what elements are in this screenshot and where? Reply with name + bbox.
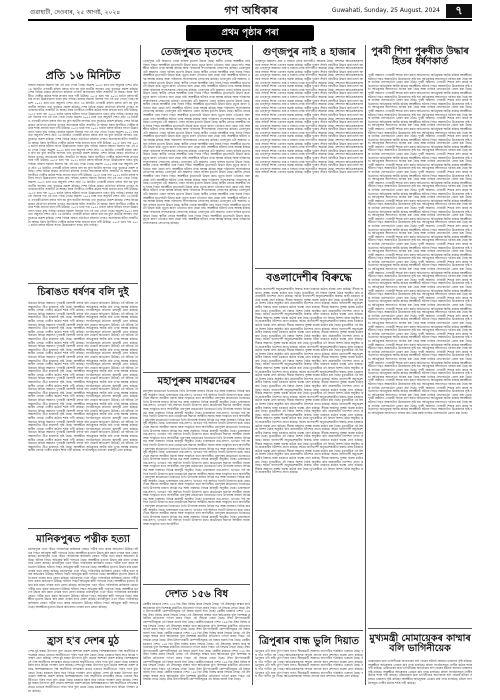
article-body-manikpur: মানিকপুৰৰ এখন গাঁৱত পাৰিবাৰিক কাজিয়াৰ জেৰত পত্নীক হত্যা কৰাৰ অভিযোগ উঠিছে। ঘটনাৰ পিছত অভিযুক্ত স্বামী পলাতক হৈছে। আৰক্ষীয়ে মৃতদেহ উদ্ধাৰ কৰি ময়না তদন্তৰ বাবে প্ৰেৰণ কৰিছে। মানিকপুৰৰ এখন গাঁৱত পাৰিবাৰিক কাজিয়াৰ জেৰত পত্নীক হত্যা কৰাৰ অভিযোগ উঠিছে। ঘটনাৰ পিছত অভিযুক্ত স্বামী পলাতক হৈছে। আৰক্ষীয়ে মৃতদেহ উদ্ধাৰ কৰি ময়না তদন্তৰ বাবে প্ৰেৰণ কৰিছে। মানিকপুৰৰ এখন গাঁৱত পাৰিবাৰিক কাজিয়াৰ জেৰত পত্নীক হত্যা কৰাৰ অভিযোগ উঠিছে। ঘটনাৰ পিছত অভিযুক্ত স্বামী পলাতক হৈছে। আৰক্ষীয়ে মৃতদেহ উদ্ধাৰ কৰি ময়না তদন্তৰ বাবে প্ৰেৰণ কৰিছে। মানিকপুৰৰ এখন গাঁৱত পাৰিবাৰিক কাজিয়াৰ জেৰত পত্নীক হত্যা কৰাৰ অভিযোগ উঠিছে। ঘটনাৰ পিছত অভিযুক্ত স্বামী পলাতক হৈছে। আৰক্ষীয়ে মৃতদেহ উদ্ধাৰ কৰি ময়না তদন্তৰ বাবে প্ৰেৰণ কৰিছে। মানিকপুৰৰ এখন গাঁৱত পাৰিবাৰিক কাজিয়াৰ জেৰত পত্নীক হত্যা কৰাৰ অভিযোগ উঠিছে। ঘটনাৰ পিছত অভিযুক্ত স্বামী পলাতক হৈছে। আৰক্ষীয়ে মৃতদেহ উদ্ধাৰ কৰি ময়না তদন্তৰ বাবে প্ৰেৰণ কৰিছে। মানিকপুৰৰ এখন গাঁৱত পাৰিবাৰিক কাজিয়াৰ জেৰত পত্নীক হত্যা কৰাৰ অভিযোগ উঠিছে। ঘটনাৰ পিছত অভিযুক্ত স্বামী পলাতক হৈছে। আৰক্ষীয়ে মৃতদেহ উদ্ধাৰ কৰি ময়না তদন্তৰ বাবে প্ৰেৰণ কৰিছে। মানিকপুৰৰ এখন গাঁৱত পাৰিবাৰিক কাজিয়াৰ জেৰত পত্নীক হত্যা কৰাৰ অভিযোগ উঠিছে। ঘটনাৰ পিছত অভিযুক্ত স্বামী পলাতক হৈছে। আৰক্ষীয়ে মৃতদেহ উদ্ধাৰ কৰি ময়না তদন্তৰ বাবে প্ৰেৰণ কৰিছে। মানিকপুৰৰ এখন গাঁৱত পাৰিবাৰিক কাজিয়াৰ জেৰত পত্নীক হত্যা কৰাৰ অভিযোগ উঠিছে। ঘটনাৰ পিছত অভিযুক্ত স্বামী পলাতক হৈছে। আৰক্ষীয়ে মৃতদেহ উদ্ধাৰ কৰি ময়না তদন্তৰ বাবে প্ৰেৰণ কৰিছে। <box>28 547 138 609</box>
article-body-tripura: ত্ৰিপুৰাৰ এটা বান্ধ খুলি দিয়াৰ ফলত সীমান্তৱৰ্তী অঞ্চলত বানপানীৰ পৰিস্থিতি গুৰুতৰ হৈছে। বহু গাঁও পানীত বুৰ গৈছে। ক্ষতিগ্ৰস্তসকলক সাহায্য প্ৰদানৰ বাবে প্ৰশাসনে ব্যৱস্থা গ্ৰহণ কৰিছে। ত্ৰিপুৰাৰ এটা বান্ধ খুলি দিয়াৰ ফলত সীমান্তৱৰ্তী অঞ্চলত বানপানীৰ পৰিস্থিতি গুৰুতৰ হৈছে। বহু গাঁও পানীত বুৰ গৈছে। ক্ষতিগ্ৰস্তসকলক সাহায্য প্ৰদানৰ বাবে প্ৰশাসনে ব্যৱস্থা গ্ৰহণ কৰিছে। ত্ৰিপুৰাৰ এটা বান্ধ খুলি দিয়াৰ ফলত সীমান্তৱৰ্তী অঞ্চলত বানপানীৰ পৰিস্থিতি গুৰুতৰ হৈছে। বহু গাঁও পানীত বুৰ গৈছে। ক্ষতিগ্ৰস্তসকলক সাহায্য প্ৰদানৰ বাবে প্ৰশাসনে ব্যৱস্থা গ্ৰহণ কৰিছে। ত্ৰিপুৰাৰ এটা বান্ধ খুলি দিয়াৰ ফলত সীমান্তৱৰ্তী অঞ্চলত বানপানীৰ পৰিস্থিতি গুৰুতৰ হৈছে। বহু গাঁও পানীত বুৰ গৈছে। ক্ষতিগ্ৰস্তসকলক সাহায্য প্ৰদানৰ বাবে প্ৰশাসনে ব্যৱস্থা গ্ৰহণ কৰিছে। <box>255 649 363 679</box>
header-date-assamese: গুৱাহাটী, দেওবাৰ, ২৫ আগষ্ট, ২০২৪ <box>30 9 121 16</box>
article-body-mukhyamantri: মোমায়েকৰ দ্বাৰা ভাগিনীয়েক অত্যাচাৰৰ বলি হোৱাৰ ঘটনাই সমাজত চাঞ্চল্যৰ সৃষ্টি কৰিছে। আৰক্ষীয়ে অভিযুক্তক গ্ৰেপ্তাৰ কৰি তদন্ত চলাইছে। মহিলা সংগঠনসমূহে দোষীৰ কঠোৰ শাস্তি দাবী কৰিছে। মোমায়েকৰ দ্বাৰা ভাগিনীয়েক অত্যাচাৰৰ বলি হোৱাৰ ঘটনাই সমাজত চাঞ্চল্যৰ সৃষ্টি কৰিছে। আৰক্ষীয়ে অভিযুক্তক গ্ৰেপ্তাৰ কৰি তদন্ত চলাইছে। মহিলা সংগঠনসমূহে দোষীৰ কঠোৰ শাস্তি দাবী কৰিছে। মোমায়েকৰ দ্বাৰা ভাগিনীয়েক অত্যাচাৰৰ বলি হোৱাৰ ঘটনাই সমাজত চাঞ্চল্যৰ সৃষ্টি কৰিছে। আৰক্ষীয়ে অভিযুক্তক গ্ৰেপ্তাৰ কৰি তদন্ত চলাইছে। মহিলা সংগঠনসমূহে দোষীৰ কঠোৰ শাস্তি দাবী কৰিছে। <box>368 659 472 685</box>
article-body-bangladesh: অবৈধ বাংলাদেশী অনুপ্ৰৱেশকাৰীৰ বিৰুদ্ধে ৰাজ্য চৰকাৰে কঠোৰ ব্যৱস্থা গ্ৰহণ কৰিছে। সীমান্ত অঞ্চলত সুৰক্ষা ব্যৱস্থা কঠোৰ কৰা হৈছে। মুখ্যমন্ত্ৰীয়ে এই বিষয়ে বিশেষ বৈঠক অনুষ্ঠিত কৰি প্ৰয়োজনীয় নিৰ্দেশনা প্ৰদান কৰিছে। অবৈধ বাংলাদেশী অনুপ্ৰৱেশকাৰীৰ বিৰুদ্ধে ৰাজ্য চৰকাৰে কঠোৰ ব্যৱস্থা গ্ৰহণ কৰিছে। সীমান্ত অঞ্চলত সুৰক্ষা ব্যৱস্থা কঠোৰ কৰা হৈছে। মুখ্যমন্ত্ৰীয়ে এই বিষয়ে বিশেষ বৈঠক অনুষ্ঠিত কৰি প্ৰয়োজনীয় নিৰ্দেশনা প্ৰদান কৰিছে। অবৈধ বাংলাদেশী অনুপ্ৰৱেশকাৰীৰ বিৰুদ্ধে ৰাজ্য চৰকাৰে কঠোৰ ব্যৱস্থা গ্ৰহণ কৰিছে। সীমান্ত অঞ্চলত সুৰক্ষা ব্যৱস্থা কঠোৰ কৰা হৈছে। মুখ্যমন্ত্ৰীয়ে এই বিষয়ে বিশেষ বৈঠক অনুষ্ঠিত কৰি প্ৰয়োজনীয় নিৰ্দেশনা প্ৰদান কৰিছে। অবৈধ বাংলাদেশী অনুপ্ৰৱেশকাৰীৰ বিৰুদ্ধে ৰাজ্য চৰকাৰে কঠোৰ ব্যৱস্থা গ্ৰহণ কৰিছে। সীমান্ত অঞ্চলত সুৰক্ষা ব্যৱস্থা কঠোৰ কৰা হৈছে। মুখ্যমন্ত্ৰীয়ে এই বিষয়ে বিশেষ বৈঠক অনুষ্ঠিত কৰি প্ৰয়োজনীয় নিৰ্দেশনা প্ৰদান কৰিছে। অবৈধ বাংলাদেশী অনুপ্ৰৱেশকাৰীৰ বিৰুদ্ধে ৰাজ্য চৰকাৰে কঠোৰ ব্যৱস্থা গ্ৰহণ কৰিছে। সীমান্ত অঞ্চলত সুৰক্ষা ব্যৱস্থা কঠোৰ কৰা হৈছে। মুখ্যমন্ত্ৰীয়ে এই বিষয়ে বিশেষ বৈঠক অনুষ্ঠিত কৰি প্ৰয়োজনীয় নিৰ্দেশনা প্ৰদান কৰিছে। অবৈধ বাংলাদেশী অনুপ্ৰৱেশকাৰীৰ বিৰুদ্ধে ৰাজ্য চৰকাৰে কঠোৰ ব্যৱস্থা গ্ৰহণ কৰিছে। সীমান্ত অঞ্চলত সুৰক্ষা ব্যৱস্থা কঠোৰ কৰা হৈছে। মুখ্যমন্ত্ৰীয়ে এই বিষয়ে বিশেষ বৈঠক অনুষ্ঠিত কৰি প্ৰয়োজনীয় নিৰ্দেশনা প্ৰদান কৰিছে। অবৈধ বাংলাদেশী অনুপ্ৰৱেশকাৰীৰ বিৰুদ্ধে ৰাজ্য চৰকাৰে কঠোৰ ব্যৱস্থা গ্ৰহণ কৰিছে। সীমান্ত অঞ্চলত সুৰক্ষা ব্যৱস্থা কঠোৰ কৰা হৈছে। মুখ্যমন্ত্ৰীয়ে এই বিষয়ে বিশেষ বৈঠক অনুষ্ঠিত কৰি প্ৰয়োজনীয় নিৰ্দেশনা প্ৰদান কৰিছে। অবৈধ বাংলাদেশী অনুপ্ৰৱেশকাৰীৰ বিৰুদ্ধে ৰাজ্য চৰকাৰে কঠোৰ ব্যৱস্থা গ্ৰহণ কৰিছে। সীমান্ত অঞ্চলত সুৰক্ষা ব্যৱস্থা কঠোৰ কৰা হৈছে। মুখ্যমন্ত্ৰীয়ে এই বিষয়ে বিশেষ বৈঠক অনুষ্ঠিত কৰি প্ৰয়োজনীয় নিৰ্দেশনা প্ৰদান কৰিছে। অবৈধ বাংলাদেশী অনুপ্ৰৱেশকাৰীৰ বিৰুদ্ধে ৰাজ্য চৰকাৰে কঠোৰ ব্যৱস্থা গ্ৰহণ কৰিছে। সীমান্ত অঞ্চলত সুৰক্ষা ব্যৱস্থা কঠোৰ কৰা হৈছে। মুখ্যমন্ত্ৰীয়ে এই বিষয়ে বিশেষ বৈঠক অনুষ্ঠিত কৰি প্ৰয়োজনীয় নিৰ্দেশনা প্ৰদান কৰিছে। অবৈধ বাংলাদেশী অনুপ্ৰৱেশকাৰীৰ বিৰুদ্ধে ৰাজ্য চৰকাৰে কঠোৰ ব্যৱস্থা গ্ৰহণ কৰিছে। সীমান্ত অঞ্চলত সুৰক্ষা ব্যৱস্থা কঠোৰ কৰা হৈছে। মুখ্যমন্ত্ৰীয়ে এই বিষয়ে বিশেষ বৈঠক অনুষ্ঠিত কৰি প্ৰয়োজনীয় নিৰ্দেশনা প্ৰদান কৰিছে। অবৈধ বাংলাদেশী অনুপ্ৰৱেশকাৰীৰ বিৰুদ্ধে ৰাজ্য চৰকাৰে কঠোৰ ব্যৱস্থা গ্ৰহণ কৰিছে। সীমান্ত অঞ্চলত সুৰক্ষা ব্যৱস্থা কঠোৰ কৰা হৈছে। মুখ্যমন্ত্ৰীয়ে এই বিষয়ে বিশেষ বৈঠক অনুষ্ঠিত কৰি প্ৰয়োজনীয় নিৰ্দেশনা প্ৰদান কৰিছে। অবৈধ বাংলাদেশী অনুপ্ৰৱেশকাৰীৰ বিৰুদ্ধে ৰাজ্য চৰকাৰে কঠোৰ ব্যৱস্থা গ্ৰহণ কৰিছে। সীমান্ত অঞ্চলত সুৰক্ষা ব্যৱস্থা কঠোৰ কৰা হৈছে। মুখ্যমন্ত্ৰীয়ে এই বিষয়ে বিশেষ বৈঠক অনুষ্ঠিত কৰি প্ৰয়োজনীয় নিৰ্দেশনা প্ৰদান কৰিছে। অবৈধ বাংলাদেশী অনুপ্ৰৱেশকাৰীৰ বিৰুদ্ধে ৰাজ্য চৰকাৰে কঠোৰ ব্যৱস্থা গ্ৰহণ কৰিছে। সীমান্ত অঞ্চলত সুৰক্ষা ব্যৱস্থা কঠোৰ কৰা হৈছে। মুখ্যমন্ত্ৰীয়ে এই বিষয়ে বিশেষ বৈঠক অনুষ্ঠিত কৰি প্ৰয়োজনীয় নিৰ্দেশনা প্ৰদান কৰিছে। অবৈধ বাংলাদেশী অনুপ্ৰৱেশকাৰীৰ বিৰুদ্ধে ৰাজ্য চৰকাৰে কঠোৰ ব্যৱস্থা গ্ৰহণ কৰিছে। সীমান্ত অঞ্চলত সুৰক্ষা ব্যৱস্থা কঠোৰ কৰা হৈছে। মুখ্যমন্ত্ৰীয়ে এই বিষয়ে বিশেষ বৈঠক অনুষ্ঠিত কৰি প্ৰয়োজনীয় নিৰ্দেশনা প্ৰদান কৰিছে। অবৈধ বাংলাদেশী অনুপ্ৰৱেশকাৰীৰ বিৰুদ্ধে ৰাজ্য চৰকাৰে কঠোৰ ব্যৱস্থা গ্ৰহণ কৰিছে। সীমান্ত অঞ্চলত সুৰক্ষা ব্যৱস্থা কঠোৰ কৰা হৈছে। মুখ্যমন্ত্ৰীয়ে এই বিষয়ে বিশেষ বৈঠক অনুষ্ঠিত কৰি প্ৰয়োজনীয় নিৰ্দেশনা প্ৰদান কৰিছে। অবৈধ বাংলাদেশী অনুপ্ৰৱেশকাৰীৰ বিৰুদ্ধে ৰাজ্য চৰকাৰে কঠোৰ ব্যৱস্থা গ্ৰহণ কৰিছে। সীমান্ত অঞ্চলত সুৰক্ষা ব্যৱস্থা কঠোৰ কৰা হৈছে। মুখ্যমন্ত্ৰীয়ে এই বিষয়ে বিশেষ বৈঠক অনুষ্ঠিত কৰি প্ৰয়োজনীয় নিৰ্দেশনা প্ৰদান কৰিছে। অবৈধ বাংলাদেশী অনুপ্ৰৱেশকাৰীৰ বিৰুদ্ধে ৰাজ্য চৰকাৰে কঠোৰ ব্যৱস্থা গ্ৰহণ কৰিছে। সীমান্ত অঞ্চলত সুৰক্ষা ব্যৱস্থা কঠোৰ কৰা হৈছে। মুখ্যমন্ত্ৰীয়ে এই বিষয়ে বিশেষ বৈঠক অনুষ্ঠিত কৰি প্ৰয়োজনীয় নিৰ্দেশনা প্ৰদান কৰিছে। অবৈধ বাংলাদেশী অনুপ্ৰৱেশকাৰীৰ বিৰুদ্ধে ৰাজ্য চৰকাৰে কঠোৰ ব্যৱস্থা গ্ৰহণ কৰিছে। সীমান্ত অঞ্চলত সুৰক্ষা ব্যৱস্থা কঠোৰ কৰা হৈছে। মুখ্যমন্ত্ৰীয়ে এই বিষয়ে বিশেষ বৈঠক অনুষ্ঠিত কৰি প্ৰয়োজনীয় নিৰ্দেশনা প্ৰদান কৰিছে। অবৈধ বাংলাদেশী অনুপ্ৰৱেশকাৰীৰ বিৰুদ্ধে ৰাজ্য চৰকাৰে কঠোৰ ব্যৱস্থা গ্ৰহণ কৰিছে। সীমান্ত অঞ্চলত সুৰক্ষা ব্যৱস্থা কঠোৰ কৰা হৈছে। মুখ্যমন্ত্ৰীয়ে এই বিষয়ে বিশেষ বৈঠক অনুষ্ঠিত কৰি প্ৰয়োজনীয় নিৰ্দেশনা প্ৰদান কৰিছে। অবৈধ বাংলাদেশী অনুপ্ৰৱেশকাৰীৰ বিৰুদ্ধে ৰাজ্য চৰকাৰে কঠোৰ ব্যৱস্থা গ্ৰহণ কৰিছে। সীমান্ত অঞ্চলত সুৰক্ষা ব্যৱস্থা কঠোৰ কৰা হৈছে। মুখ্যমন্ত্ৰীয়ে এই বিষয়ে বিশেষ বৈঠক অনুষ্ঠিত কৰি প্ৰয়োজনীয় নিৰ্দেশনা প্ৰদান কৰিছে। অবৈধ বাংলাদেশী অনুপ্ৰৱেশকাৰীৰ বিৰুদ্ধে ৰাজ্য চৰকাৰে কঠোৰ ব্যৱস্থা গ্ৰহণ কৰিছে। সীমান্ত অঞ্চলত সুৰক্ষা ব্যৱস্থা কঠোৰ কৰা হৈছে। মুখ্যমন্ত্ৰীয়ে এই বিষয়ে বিশেষ বৈঠক অনুষ্ঠিত কৰি প্ৰয়োজনীয় নিৰ্দেশনা প্ৰদান কৰিছে। অবৈধ বাংলাদেশী অনুপ্ৰৱেশকাৰীৰ বিৰুদ্ধে ৰাজ্য চৰকাৰে কঠোৰ ব্যৱস্থা গ্ৰহণ কৰিছে। সীমান্ত অঞ্চলত সুৰক্ষা ব্যৱস্থা কঠোৰ কৰা হৈছে। মুখ্যমন্ত্ৰীয়ে এই বিষয়ে বিশেষ বৈঠক অনুষ্ঠিত কৰি প্ৰয়োজনীয় নিৰ্দেশনা প্ৰদান কৰিছে। <box>255 287 363 475</box>
article-divider <box>28 283 138 284</box>
article-divider <box>255 268 363 269</box>
article-divider <box>143 584 250 585</box>
headline-purbati: পুৰবী শিশা পুৰুষীত উদ্ধাৰ হিতৰ ধৰ্ষণকাৰ্ত <box>371 46 469 68</box>
header-date-english: Guwahati, Sunday, 25 August, 2024 <box>331 7 440 14</box>
article-body-chirang: চিৰাঙৰ বিভিন্ন অঞ্চলত দুগৰাকী কিশোৰী ধৰ্ষণৰ বলি হোৱাৰ অভিযোগ উঠিছে। এই ঘটনাক লৈ অঞ্চলটোত তীব্ৰ চাঞ্চল্যৰ সৃষ্টি হৈছে। আৰক্ষীয়ে অভিযুক্তক আটক কৰি তদন্ত আৰম্ভ কৰিছে। স্থানীয় লোকে দোষীৰ কঠোৰ শাস্তি দাবী কৰিছে। সংগঠনসমূহে প্ৰতিবাদ কাৰ্যসূচী গ্ৰহণ কৰিছে। চিৰাঙৰ বিভিন্ন অঞ্চলত দুগৰাকী কিশোৰী ধৰ্ষণৰ বলি হোৱাৰ অভিযোগ উঠিছে। এই ঘটনাক লৈ অঞ্চলটোত তীব্ৰ চাঞ্চল্যৰ সৃষ্টি হৈছে। আৰক্ষীয়ে অভিযুক্তক আটক কৰি তদন্ত আৰম্ভ কৰিছে। স্থানীয় লোকে দোষীৰ কঠোৰ শাস্তি দাবী কৰিছে। সংগঠনসমূহে প্ৰতিবাদ কাৰ্যসূচী গ্ৰহণ কৰিছে। চিৰাঙৰ বিভিন্ন অঞ্চলত দুগৰাকী কিশোৰী ধৰ্ষণৰ বলি হোৱাৰ অভিযোগ উঠিছে। এই ঘটনাক লৈ অঞ্চলটোত তীব্ৰ চাঞ্চল্যৰ সৃষ্টি হৈছে। আৰক্ষীয়ে অভিযুক্তক আটক কৰি তদন্ত আৰম্ভ কৰিছে। স্থানীয় লোকে দোষীৰ কঠোৰ শাস্তি দাবী কৰিছে। সংগঠনসমূহে প্ৰতিবাদ কাৰ্যসূচী গ্ৰহণ কৰিছে। চিৰাঙৰ বিভিন্ন অঞ্চলত দুগৰাকী কিশোৰী ধৰ্ষণৰ বলি হোৱাৰ অভিযোগ উঠিছে। এই ঘটনাক লৈ অঞ্চলটোত তীব্ৰ চাঞ্চল্যৰ সৃষ্টি হৈছে। আৰক্ষীয়ে অভিযুক্তক আটক কৰি তদন্ত আৰম্ভ কৰিছে। স্থানীয় লোকে দোষীৰ কঠোৰ শাস্তি দাবী কৰিছে। সংগঠনসমূহে প্ৰতিবাদ কাৰ্যসূচী গ্ৰহণ কৰিছে। চিৰাঙৰ বিভিন্ন অঞ্চলত দুগৰাকী কিশোৰী ধৰ্ষণৰ বলি হোৱাৰ অভিযোগ উঠিছে। এই ঘটনাক লৈ অঞ্চলটোত তীব্ৰ চাঞ্চল্যৰ সৃষ্টি হৈছে। আৰক্ষীয়ে অভিযুক্তক আটক কৰি তদন্ত আৰম্ভ কৰিছে। স্থানীয় লোকে দোষীৰ কঠোৰ শাস্তি দাবী কৰিছে। সংগঠনসমূহে প্ৰতিবাদ কাৰ্যসূচী গ্ৰহণ কৰিছে। চিৰাঙৰ বিভিন্ন অঞ্চলত দুগৰাকী কিশোৰী ধৰ্ষণৰ বলি হোৱাৰ অভিযোগ উঠিছে। এই ঘটনাক লৈ অঞ্চলটোত তীব্ৰ চাঞ্চল্যৰ সৃষ্টি হৈছে। আৰক্ষীয়ে অভিযুক্তক আটক কৰি তদন্ত আৰম্ভ কৰিছে। স্থানীয় লোকে দোষীৰ কঠোৰ শাস্তি দাবী কৰিছে। সংগঠনসমূহে প্ৰতিবাদ কাৰ্যসূচী গ্ৰহণ কৰিছে। চিৰাঙৰ বিভিন্ন অঞ্চলত দুগৰাকী কিশোৰী ধৰ্ষণৰ বলি হোৱাৰ অভিযোগ উঠিছে। এই ঘটনাক লৈ অঞ্চলটোত তীব্ৰ চাঞ্চল্যৰ সৃষ্টি হৈছে। আৰক্ষীয়ে অভিযুক্তক আটক কৰি তদন্ত আৰম্ভ কৰিছে। স্থানীয় লোকে দোষীৰ কঠোৰ শাস্তি দাবী কৰিছে। সংগঠনসমূহে প্ৰতিবাদ কাৰ্যসূচী গ্ৰহণ কৰিছে। চিৰাঙৰ বিভিন্ন অঞ্চলত দুগৰাকী কিশোৰী ধৰ্ষণৰ বলি হোৱাৰ অভিযোগ উঠিছে। এই ঘটনাক লৈ অঞ্চলটোত তীব্ৰ চাঞ্চল্যৰ সৃষ্টি হৈছে। আৰক্ষীয়ে অভিযুক্তক আটক কৰি তদন্ত আৰম্ভ কৰিছে। স্থানীয় লোকে দোষীৰ কঠোৰ শাস্তি দাবী কৰিছে। সংগঠনসমূহে প্ৰতিবাদ কাৰ্যসূচী গ্ৰহণ কৰিছে। চিৰাঙৰ বিভিন্ন অঞ্চলত দুগৰাকী কিশোৰী ধৰ্ষণৰ বলি হোৱাৰ অভিযোগ উঠিছে। এই ঘটনাক লৈ অঞ্চলটোত তীব্ৰ চাঞ্চল্যৰ সৃষ্টি হৈছে। আৰক্ষীয়ে অভিযুক্তক আটক কৰি তদন্ত আৰম্ভ কৰিছে। স্থানীয় লোকে দোষীৰ কঠোৰ শাস্তি দাবী কৰিছে। সংগঠনসমূহে প্ৰতিবাদ কাৰ্যসূচী গ্ৰহণ কৰিছে। চিৰাঙৰ বিভিন্ন অঞ্চলত দুগৰাকী কিশোৰী ধৰ্ষণৰ বলি হোৱাৰ অভিযোগ উঠিছে। এই ঘটনাক লৈ অঞ্চলটোত তীব্ৰ চাঞ্চল্যৰ সৃষ্টি হৈছে। আৰক্ষীয়ে অভিযুক্তক আটক কৰি তদন্ত আৰম্ভ কৰিছে। স্থানীয় লোকে দোষীৰ কঠোৰ শাস্তি দাবী কৰিছে। সংগঠনসমূহে প্ৰতিবাদ কাৰ্যসূচী গ্ৰহণ কৰিছে। চিৰাঙৰ বিভিন্ন অঞ্চলত দুগৰাকী কিশোৰী ধৰ্ষণৰ বলি হোৱাৰ অভিযোগ উঠিছে। এই ঘটনাক লৈ অঞ্চলটোত তীব্ৰ চাঞ্চল্যৰ সৃষ্টি হৈছে। আৰক্ষীয়ে অভিযুক্তক আটক কৰি তদন্ত আৰম্ভ কৰিছে। স্থানীয় লোকে দোষীৰ কঠোৰ শাস্তি দাবী কৰিছে। সংগঠনসমূহে প্ৰতিবাদ কাৰ্যসূচী গ্ৰহণ কৰিছে। চিৰাঙৰ বিভিন্ন অঞ্চলত দুগৰাকী কিশোৰী ধৰ্ষণৰ বলি হোৱাৰ অভিযোগ উঠিছে। এই ঘটনাক লৈ অঞ্চলটোত তীব্ৰ চাঞ্চল্যৰ সৃষ্টি হৈছে। আৰক্ষীয়ে অভিযুক্তক আটক কৰি তদন্ত আৰম্ভ কৰিছে। স্থানীয় লোকে দোষীৰ কঠোৰ শাস্তি দাবী কৰিছে। সংগঠনসমূহে প্ৰতিবাদ কাৰ্যসূচী গ্ৰহণ কৰিছে। চিৰাঙৰ বিভিন্ন অঞ্চলত দুগৰাকী কিশোৰী ধৰ্ষণৰ বলি হোৱাৰ অভিযোগ উঠিছে। এই ঘটনাক লৈ অঞ্চলটোত তীব্ৰ চাঞ্চল্যৰ সৃষ্টি হৈছে। আৰক্ষীয়ে অভিযুক্তক আটক কৰি তদন্ত আৰম্ভ কৰিছে। স্থানীয় লোকে দোষীৰ কঠোৰ শাস্তি দাবী কৰিছে। সংগঠনসমূহে প্ৰতিবাদ কাৰ্যসূচী গ্ৰহণ কৰিছে। চিৰাঙৰ বিভিন্ন অঞ্চলত দুগৰাকী কিশোৰী ধৰ্ষণৰ বলি হোৱাৰ অভিযোগ উঠিছে। এই ঘটনাক লৈ অঞ্চলটোত তীব্ৰ চাঞ্চল্যৰ সৃষ্টি হৈছে। আৰক্ষীয়ে অভিযুক্তক আটক কৰি তদন্ত আৰম্ভ কৰিছে। স্থানীয় লোকে দোষীৰ কঠোৰ শাস্তি দাবী কৰিছে। সংগঠনসমূহে প্ৰতিবাদ কাৰ্যসূচী গ্ৰহণ কৰিছে। <box>28 301 138 453</box>
headline-bangladesh: বঙলাদেশীৰ বিৰুদ্ধে <box>266 271 352 284</box>
headline-mukhyamantri: মুখ্যমন্ত্ৰী মোমায়েকৰ কাম্মাৰ বলি ভাগিনীয়েক <box>369 633 471 655</box>
article-body-prati: ৰাজ্যৰ সকলো জিলাৰ পৰা এই তথ্য পোৱা গৈছে। অৱশ্যে ২০২২ চনৰ তথ্য অনুসৰি দেশত প্ৰতি ১৬ মিনিটত এগৰাকী মহিলা ধৰ্ষণৰ বলি হয় বুলি জাতীয় অপৰাধ তথ্য ব্যুৰোৱে প্ৰকাশ কৰিছে। দেশৰ বিভিন্ন প্ৰান্তত প্ৰতিদিনে মহিলাৰ ওপৰত অত্যাচাৰৰ ঘটনা সংঘটিত হৈ আছে। ইয়াৰ বিপৰীতে দোষীক কঠোৰ শাস্তি প্ৰদানৰ বাবে দাবী উঠিছে। ২০১৮ চনৰ পৰা ২০২২ চনলৈ ধৰ্ষণৰ ঘটনাৰ সংখ্যা উল্লেখযোগ্য হাৰত বৃদ্ধি পাইছে। ৰাজ্যৰ সকলো জিলাৰ পৰা এই তথ্য পোৱা গৈছে। অৱশ্যে ২০২২ চনৰ তথ্য অনুসৰি দেশত প্ৰতি ১৬ মিনিটত এগৰাকী মহিলা ধৰ্ষণৰ বলি হয় বুলি জাতীয় অপৰাধ তথ্য ব্যুৰোৱে প্ৰকাশ কৰিছে। দেশৰ বিভিন্ন প্ৰান্তত প্ৰতিদিনে মহিলাৰ ওপৰত অত্যাচাৰৰ ঘটনা সংঘটিত হৈ আছে। ইয়াৰ বিপৰীতে দোষীক কঠোৰ শাস্তি প্ৰদানৰ বাবে দাবী উঠিছে। ২০১৮ চনৰ পৰা ২০২২ চনলৈ ধৰ্ষণৰ ঘটনাৰ সংখ্যা উল্লেখযোগ্য হাৰত বৃদ্ধি পাইছে। ৰাজ্যৰ সকলো জিলাৰ পৰা এই তথ্য পোৱা গৈছে। অৱশ্যে ২০২২ চনৰ তথ্য অনুসৰি দেশত প্ৰতি ১৬ মিনিটত এগৰাকী মহিলা ধৰ্ষণৰ বলি হয় বুলি জাতীয় অপৰাধ তথ্য ব্যুৰোৱে প্ৰকাশ কৰিছে। দেশৰ বিভিন্ন প্ৰান্তত প্ৰতিদিনে মহিলাৰ ওপৰত অত্যাচাৰৰ ঘটনা সংঘটিত হৈ আছে। ইয়াৰ বিপৰীতে দোষীক কঠোৰ শাস্তি প্ৰদানৰ বাবে দাবী উঠিছে। ২০১৮ চনৰ পৰা ২০২২ চনলৈ ধৰ্ষণৰ ঘটনাৰ সংখ্যা উল্লেখযোগ্য হাৰত বৃদ্ধি পাইছে। ৰাজ্যৰ সকলো জিলাৰ পৰা এই তথ্য পোৱা গৈছে। অৱশ্যে ২০২২ চনৰ তথ্য অনুসৰি দেশত প্ৰতি ১৬ মিনিটত এগৰাকী মহিলা ধৰ্ষণৰ বলি হয় বুলি জাতীয় অপৰাধ তথ্য ব্যুৰোৱে প্ৰকাশ কৰিছে। দেশৰ বিভিন্ন প্ৰান্তত প্ৰতিদিনে মহিলাৰ ওপৰত অত্যাচাৰৰ ঘটনা সংঘটিত হৈ আছে। ইয়াৰ বিপৰীতে দোষীক কঠোৰ শাস্তি প্ৰদানৰ বাবে দাবী উঠিছে। ২০১৮ চনৰ পৰা ২০২২ চনলৈ ধৰ্ষণৰ ঘটনাৰ সংখ্যা উল্লেখযোগ্য হাৰত বৃদ্ধি পাইছে। ৰাজ্যৰ সকলো জিলাৰ পৰা এই তথ্য পোৱা গৈছে। অৱশ্যে ২০২২ চনৰ তথ্য অনুসৰি দেশত প্ৰতি ১৬ মিনিটত এগৰাকী মহিলা ধৰ্ষণৰ বলি হয় বুলি জাতীয় অপৰাধ তথ্য ব্যুৰোৱে প্ৰকাশ কৰিছে। দেশৰ বিভিন্ন প্ৰান্তত প্ৰতিদিনে মহিলাৰ ওপৰত অত্যাচাৰৰ ঘটনা সংঘটিত হৈ আছে। ইয়াৰ বিপৰীতে দোষীক কঠোৰ শাস্তি প্ৰদানৰ বাবে দাবী উঠিছে। ২০১৮ চনৰ পৰা ২০২২ চনলৈ ধৰ্ষণৰ ঘটনাৰ সংখ্যা উল্লেখযোগ্য হাৰত বৃদ্ধি পাইছে। ৰাজ্যৰ সকলো জিলাৰ পৰা এই তথ্য পোৱা গৈছে। অৱশ্যে ২০২২ চনৰ তথ্য অনুসৰি দেশত প্ৰতি ১৬ মিনিটত এগৰাকী মহিলা ধৰ্ষণৰ বলি হয় বুলি জাতীয় অপৰাধ তথ্য ব্যুৰোৱে প্ৰকাশ কৰিছে। দেশৰ বিভিন্ন প্ৰান্তত প্ৰতিদিনে মহিলাৰ ওপৰত অত্যাচাৰৰ ঘটনা সংঘটিত হৈ আছে। ইয়াৰ বিপৰীতে দোষীক কঠোৰ শাস্তি প্ৰদানৰ বাবে দাবী উঠিছে। ২০১৮ চনৰ পৰা ২০২২ চনলৈ ধৰ্ষণৰ ঘটনাৰ সংখ্যা উল্লেখযোগ্য হাৰত বৃদ্ধি পাইছে। ৰাজ্যৰ সকলো জিলাৰ পৰা এই তথ্য পোৱা গৈছে। অৱশ্যে ২০২২ চনৰ তথ্য অনুসৰি দেশত প্ৰতি ১৬ মিনিটত এগৰাকী মহিলা ধৰ্ষণৰ বলি হয় বুলি জাতীয় অপৰাধ তথ্য ব্যুৰোৱে প্ৰকাশ কৰিছে। দেশৰ বিভিন্ন প্ৰান্তত প্ৰতিদিনে মহিলাৰ ওপৰত অত্যাচাৰৰ ঘটনা সংঘটিত হৈ আছে। ইয়াৰ বিপৰীতে দোষীক কঠোৰ শাস্তি প্ৰদানৰ বাবে দাবী উঠিছে। ২০১৮ চনৰ পৰা ২০২২ চনলৈ ধৰ্ষণৰ ঘটনাৰ সংখ্যা উল্লেখযোগ্য হাৰত বৃদ্ধি পাইছে। ৰাজ্যৰ সকলো জিলাৰ পৰা এই তথ্য পোৱা গৈছে। অৱশ্যে ২০২২ চনৰ তথ্য অনুসৰি দেশত প্ৰতি ১৬ মিনিটত এগৰাকী মহিলা ধৰ্ষণৰ বলি হয় বুলি জাতীয় অপৰাধ তথ্য ব্যুৰোৱে প্ৰকাশ কৰিছে। দেশৰ বিভিন্ন প্ৰান্তত প্ৰতিদিনে মহিলাৰ ওপৰত অত্যাচাৰৰ ঘটনা সংঘটিত হৈ আছে। ইয়াৰ বিপৰীতে দোষীক কঠোৰ শাস্তি প্ৰদানৰ বাবে দাবী উঠিছে। ২০১৮ চনৰ পৰা ২০২২ চনলৈ ধৰ্ষণৰ ঘটনাৰ সংখ্যা উল্লেখযোগ্য হাৰত বৃদ্ধি পাইছে। ৰাজ্যৰ সকলো জিলাৰ পৰা এই তথ্য পোৱা গৈছে। অৱশ্যে ২০২২ চনৰ তথ্য অনুসৰি দেশত প্ৰতি ১৬ মিনিটত এগৰাকী মহিলা ধৰ্ষণৰ বলি হয় বুলি জাতীয় অপৰাধ তথ্য ব্যুৰোৱে প্ৰকাশ কৰিছে। দেশৰ বিভিন্ন প্ৰান্তত প্ৰতিদিনে মহিলাৰ ওপৰত অত্যাচাৰৰ ঘটনা সংঘটিত হৈ আছে। ইয়াৰ বিপৰীতে দোষীক কঠোৰ শাস্তি প্ৰদানৰ বাবে দাবী উঠিছে। ২০১৮ চনৰ পৰা ২০২২ চনলৈ ধৰ্ষণৰ ঘটনাৰ সংখ্যা উল্লেখযোগ্য হাৰত বৃদ্ধি পাইছে। <box>28 83 138 228</box>
header-rule <box>28 19 472 21</box>
article-body-tezpur: তেজপুৰৰ এটা অঞ্চলত এজন ব্যক্তিৰ মৃতদেহ উদ্ধাৰ হৈছে। স্থানীয় লোকে আৰক্ষীক খবৰ দিয়াৰ পিছত আৰক্ষীয়ে মৃতদেহটো উদ্ধাৰ কৰে। মৃত্যুৰ কাৰণ এতিয়াও জনা যোৱা নাই। আৰক্ষীয়ে ঘটনাৰ তদন্ত আৰম্ভ কৰিছে আৰু পৰিয়ালৰ সদস্যসকলক সোধপোছ কৰিছে। তেজপুৰৰ এটা অঞ্চলত এজন ব্যক্তিৰ মৃতদেহ উদ্ধাৰ হৈছে। স্থানীয় লোকে আৰক্ষীক খবৰ দিয়াৰ পিছত আৰক্ষীয়ে মৃতদেহটো উদ্ধাৰ কৰে। মৃত্যুৰ কাৰণ এতিয়াও জনা যোৱা নাই। আৰক্ষীয়ে ঘটনাৰ তদন্ত আৰম্ভ কৰিছে আৰু পৰিয়ালৰ সদস্যসকলক সোধপোছ কৰিছে। তেজপুৰৰ এটা অঞ্চলত এজন ব্যক্তিৰ মৃতদেহ উদ্ধাৰ হৈছে। স্থানীয় লোকে আৰক্ষীক খবৰ দিয়াৰ পিছত আৰক্ষীয়ে মৃতদেহটো উদ্ধাৰ কৰে। মৃত্যুৰ কাৰণ এতিয়াও জনা যোৱা নাই। আৰক্ষীয়ে ঘটনাৰ তদন্ত আৰম্ভ কৰিছে আৰু পৰিয়ালৰ সদস্যসকলক সোধপোছ কৰিছে। তেজপুৰৰ এটা অঞ্চলত এজন ব্যক্তিৰ মৃতদেহ উদ্ধাৰ হৈছে। স্থানীয় লোকে আৰক্ষীক খবৰ দিয়াৰ পিছত আৰক্ষীয়ে মৃতদেহটো উদ্ধাৰ কৰে। মৃত্যুৰ কাৰণ এতিয়াও জনা যোৱা নাই। আৰক্ষীয়ে ঘটনাৰ তদন্ত আৰম্ভ কৰিছে আৰু পৰিয়ালৰ সদস্যসকলক সোধপোছ কৰিছে। তেজপুৰৰ এটা অঞ্চলত এজন ব্যক্তিৰ মৃতদেহ উদ্ধাৰ হৈছে। স্থানীয় লোকে আৰক্ষীক খবৰ দিয়াৰ পিছত আৰক্ষীয়ে মৃতদেহটো উদ্ধাৰ কৰে। মৃত্যুৰ কাৰণ এতিয়াও জনা যোৱা নাই। আৰক্ষীয়ে ঘটনাৰ তদন্ত আৰম্ভ কৰিছে আৰু পৰিয়ালৰ সদস্যসকলক সোধপোছ কৰিছে। তেজপুৰৰ এটা অঞ্চলত এজন ব্যক্তিৰ মৃতদেহ উদ্ধাৰ হৈছে। স্থানীয় লোকে আৰক্ষীক খবৰ দিয়াৰ পিছত আৰক্ষীয়ে মৃতদেহটো উদ্ধাৰ কৰে। মৃত্যুৰ কাৰণ এতিয়াও জনা যোৱা নাই। আৰক্ষীয়ে ঘটনাৰ তদন্ত আৰম্ভ কৰিছে আৰু পৰিয়ালৰ সদস্যসকলক সোধপোছ কৰিছে। তেজপুৰৰ এটা অঞ্চলত এজন ব্যক্তিৰ মৃতদেহ উদ্ধাৰ হৈছে। স্থানীয় লোকে আৰক্ষীক খবৰ দিয়াৰ পিছত আৰক্ষীয়ে মৃতদেহটো উদ্ধাৰ কৰে। মৃত্যুৰ কাৰণ এতিয়াও জনা যোৱা নাই। আৰক্ষীয়ে ঘটনাৰ তদন্ত আৰম্ভ কৰিছে আৰু পৰিয়ালৰ সদস্যসকলক সোধপোছ কৰিছে। তেজপুৰৰ এটা অঞ্চলত এজন ব্যক্তিৰ মৃতদেহ উদ্ধাৰ হৈছে। স্থানীয় লোকে আৰক্ষীক খবৰ দিয়াৰ পিছত আৰক্ষীয়ে মৃতদেহটো উদ্ধাৰ কৰে। মৃত্যুৰ কাৰণ এতিয়াও জনা যোৱা নাই। আৰক্ষীয়ে ঘটনাৰ তদন্ত আৰম্ভ কৰিছে আৰু পৰিয়ালৰ সদস্যসকলক সোধপোছ কৰিছে। তেজপুৰৰ এটা অঞ্চলত এজন ব্যক্তিৰ মৃতদেহ উদ্ধাৰ হৈছে। স্থানীয় লোকে আৰক্ষীক খবৰ দিয়াৰ পিছত আৰক্ষীয়ে মৃতদেহটো উদ্ধাৰ কৰে। মৃত্যুৰ কাৰণ এতিয়াও জনা যোৱা নাই। আৰক্ষীয়ে ঘটনাৰ তদন্ত আৰম্ভ কৰিছে আৰু পৰিয়ালৰ সদস্যসকলক সোধপোছ কৰিছে। তেজপুৰৰ এটা অঞ্চলত এজন ব্যক্তিৰ মৃতদেহ উদ্ধাৰ হৈছে। স্থানীয় লোকে আৰক্ষীক খবৰ দিয়াৰ পিছত আৰক্ষীয়ে মৃতদেহটো উদ্ধাৰ কৰে। মৃত্যুৰ কাৰণ এতিয়াও জনা যোৱা নাই। আৰক্ষীয়ে ঘটনাৰ তদন্ত আৰম্ভ কৰিছে আৰু পৰিয়ালৰ সদস্যসকলক সোধপোছ কৰিছে। তেজপুৰৰ এটা অঞ্চলত এজন ব্যক্তিৰ মৃতদেহ উদ্ধাৰ হৈছে। স্থানীয় লোকে আৰক্ষীক খবৰ দিয়াৰ পিছত আৰক্ষীয়ে মৃতদেহটো উদ্ধাৰ কৰে। মৃত্যুৰ কাৰণ এতিয়াও জনা যোৱা নাই। আৰক্ষীয়ে ঘটনাৰ তদন্ত আৰম্ভ কৰিছে আৰু পৰিয়ালৰ সদস্যসকলক সোধপোছ কৰিছে। তেজপুৰৰ এটা অঞ্চলত এজন ব্যক্তিৰ মৃতদেহ উদ্ধাৰ হৈছে। স্থানীয় লোকে আৰক্ষীক খবৰ দিয়াৰ পিছত আৰক্ষীয়ে মৃতদেহটো উদ্ধাৰ কৰে। মৃত্যুৰ কাৰণ এতিয়াও জনা যোৱা নাই। আৰক্ষীয়ে ঘটনাৰ তদন্ত আৰম্ভ কৰিছে আৰু পৰিয়ালৰ সদস্যসকলক সোধপোছ কৰিছে। তেজপুৰৰ এটা অঞ্চলত এজন ব্যক্তিৰ মৃতদেহ উদ্ধাৰ হৈছে। স্থানীয় লোকে আৰক্ষীক খবৰ দিয়াৰ পিছত আৰক্ষীয়ে মৃতদেহটো উদ্ধাৰ কৰে। মৃত্যুৰ কাৰণ এতিয়াও জনা যোৱা নাই। আৰক্ষীয়ে ঘটনাৰ তদন্ত আৰম্ভ কৰিছে আৰু পৰিয়ালৰ সদস্যসকলক সোধপোছ কৰিছে। তেজপুৰৰ এটা অঞ্চলত এজন ব্যক্তিৰ মৃতদেহ উদ্ধাৰ হৈছে। স্থানীয় লোকে আৰক্ষীক খবৰ দিয়াৰ পিছত আৰক্ষীয়ে মৃতদেহটো উদ্ধাৰ কৰে। মৃত্যুৰ কাৰণ এতিয়াও জনা যোৱা নাই। আৰক্ষীয়ে ঘটনাৰ তদন্ত আৰম্ভ কৰিছে আৰু পৰিয়ালৰ সদস্যসকলক সোধপোছ কৰিছে। তেজপুৰৰ এটা অঞ্চলত এজন ব্যক্তিৰ মৃতদেহ উদ্ধাৰ হৈছে। স্থানীয় লোকে আৰক্ষীক খবৰ দিয়াৰ পিছত আৰক্ষীয়ে মৃতদেহটো উদ্ধাৰ কৰে। মৃত্যুৰ কাৰণ এতিয়াও জনা যোৱা নাই। আৰক্ষীয়ে ঘটনাৰ তদন্ত আৰম্ভ কৰিছে আৰু পৰিয়ালৰ সদস্যসকলক সোধপোছ কৰিছে। তেজপুৰৰ এটা অঞ্চলত এজন ব্যক্তিৰ মৃতদেহ উদ্ধাৰ হৈছে। স্থানীয় লোকে আৰক্ষীক খবৰ দিয়াৰ পিছত আৰক্ষীয়ে মৃতদেহটো উদ্ধাৰ কৰে। মৃত্যুৰ কাৰণ এতিয়াও জনা যোৱা নাই। আৰক্ষীয়ে ঘটনাৰ তদন্ত আৰম্ভ কৰিছে আৰু পৰিয়ালৰ সদস্যসকলক সোধপোছ কৰিছে। <box>143 59 250 225</box>
headline-tripura: ত্ৰিপুৰাৰ বান্ধ ভুলি দিয়াত <box>258 636 360 647</box>
column-divider <box>365 45 366 685</box>
headline-mahapurush: মহাপুৰুষ মাধৱদেৱৰ <box>157 376 236 387</box>
article-body-mahapurush: মহাপুৰুষ মাধৱদেৱৰ তিৰোভাৱ তিথি উপলক্ষে ৰাজ্যৰ বিভিন্ন সত্ৰ আৰু নামঘৰত বিভিন্ন কাৰ্যসূচী অনুষ্ঠিত হৈছে। ভক্তসকলে নাম-প্ৰসংগ, ভাগৱত পাঠ আদিৰে দিনটো উদযাপন কৰে। মাধৱদেৱৰ অৱদান অসমীয়া সমাজ আৰু সংস্কৃতিৰ বাবে অপৰিসীম। মহাপুৰুষ মাধৱদেৱৰ তিৰোভাৱ তিথি উপলক্ষে ৰাজ্যৰ বিভিন্ন সত্ৰ আৰু নামঘৰত বিভিন্ন কাৰ্যসূচী অনুষ্ঠিত হৈছে। ভক্তসকলে নাম-প্ৰসংগ, ভাগৱত পাঠ আদিৰে দিনটো উদযাপন কৰে। মাধৱদেৱৰ অৱদান অসমীয়া সমাজ আৰু সংস্কৃতিৰ বাবে অপৰিসীম। মহাপুৰুষ মাধৱদেৱৰ তিৰোভাৱ তিথি উপলক্ষে ৰাজ্যৰ বিভিন্ন সত্ৰ আৰু নামঘৰত বিভিন্ন কাৰ্যসূচী অনুষ্ঠিত হৈছে। ভক্তসকলে নাম-প্ৰসংগ, ভাগৱত পাঠ আদিৰে দিনটো উদযাপন কৰে। মাধৱদেৱৰ অৱদান অসমীয়া সমাজ আৰু সংস্কৃতিৰ বাবে অপৰিসীম। মহাপুৰুষ মাধৱদেৱৰ তিৰোভাৱ তিথি উপলক্ষে ৰাজ্যৰ বিভিন্ন সত্ৰ আৰু নামঘৰত বিভিন্ন কাৰ্যসূচী অনুষ্ঠিত হৈছে। ভক্তসকলে নাম-প্ৰসংগ, ভাগৱত পাঠ আদিৰে দিনটো উদযাপন কৰে। মাধৱদেৱৰ অৱদান অসমীয়া সমাজ আৰু সংস্কৃতিৰ বাবে অপৰিসীম। মহাপুৰুষ মাধৱদেৱৰ তিৰোভাৱ তিথি উপলক্ষে ৰাজ্যৰ বিভিন্ন সত্ৰ আৰু নামঘৰত বিভিন্ন কাৰ্যসূচী অনুষ্ঠিত হৈছে। ভক্তসকলে নাম-প্ৰসংগ, ভাগৱত পাঠ আদিৰে দিনটো উদযাপন কৰে। মাধৱদেৱৰ অৱদান অসমীয়া সমাজ আৰু সংস্কৃতিৰ বাবে অপৰিসীম। মহাপুৰুষ মাধৱদেৱৰ তিৰোভাৱ তিথি উপলক্ষে ৰাজ্যৰ বিভিন্ন সত্ৰ আৰু নামঘৰত বিভিন্ন কাৰ্যসূচী অনুষ্ঠিত হৈছে। ভক্তসকলে নাম-প্ৰসংগ, ভাগৱত পাঠ আদিৰে দিনটো উদযাপন কৰে। মাধৱদেৱৰ অৱদান অসমীয়া সমাজ আৰু সংস্কৃতিৰ বাবে অপৰিসীম। মহাপুৰুষ মাধৱদেৱৰ তিৰোভাৱ তিথি উপলক্ষে ৰাজ্যৰ বিভিন্ন সত্ৰ আৰু নামঘৰত বিভিন্ন কাৰ্যসূচী অনুষ্ঠিত হৈছে। ভক্তসকলে নাম-প্ৰসংগ, ভাগৱত পাঠ আদিৰে দিনটো উদযাপন কৰে। মাধৱদেৱৰ অৱদান অসমীয়া সমাজ আৰু সংস্কৃতিৰ বাবে অপৰিসীম। মহাপুৰুষ মাধৱদেৱৰ তিৰোভাৱ তিথি উপলক্ষে ৰাজ্যৰ বিভিন্ন সত্ৰ আৰু নামঘৰত বিভিন্ন কাৰ্যসূচী অনুষ্ঠিত হৈছে। ভক্তসকলে নাম-প্ৰসংগ, ভাগৱত পাঠ আদিৰে দিনটো উদযাপন কৰে। মাধৱদেৱৰ অৱদান অসমীয়া সমাজ আৰু সংস্কৃতিৰ বাবে অপৰিসীম। মহাপুৰুষ মাধৱদেৱৰ তিৰোভাৱ তিথি উপলক্ষে ৰাজ্যৰ বিভিন্ন সত্ৰ আৰু নামঘৰত বিভিন্ন কাৰ্যসূচী অনুষ্ঠিত হৈছে। ভক্তসকলে নাম-প্ৰসংগ, ভাগৱত পাঠ আদিৰে দিনটো উদযাপন কৰে। মাধৱদেৱৰ অৱদান অসমীয়া সমাজ আৰু সংস্কৃতিৰ বাবে অপৰিসীম। মহাপুৰুষ মাধৱদেৱৰ তিৰোভাৱ তিথি উপলক্ষে ৰাজ্যৰ বিভিন্ন সত্ৰ আৰু নামঘৰত বিভিন্ন কাৰ্যসূচী অনুষ্ঠিত হৈছে। ভক্তসকলে নাম-প্ৰসংগ, ভাগৱত পাঠ আদিৰে দিনটো উদযাপন কৰে। মাধৱদেৱৰ অৱদান অসমীয়া সমাজ আৰু সংস্কৃতিৰ বাবে অপৰিসীম। মহাপুৰুষ মাধৱদেৱৰ তিৰোভাৱ তিথি উপলক্ষে ৰাজ্যৰ বিভিন্ন সত্ৰ আৰু নামঘৰত বিভিন্ন কাৰ্যসূচী অনুষ্ঠিত হৈছে। ভক্তসকলে নাম-প্ৰসংগ, ভাগৱত পাঠ আদিৰে দিনটো উদযাপন কৰে। মাধৱদেৱৰ অৱদান অসমীয়া সমাজ আৰু সংস্কৃতিৰ বাবে অপৰিসীম। মহাপুৰুষ মাধৱদেৱৰ তিৰোভাৱ তিথি উপলক্ষে ৰাজ্যৰ বিভিন্ন সত্ৰ আৰু নামঘৰত বিভিন্ন কাৰ্যসূচী অনুষ্ঠিত হৈছে। ভক্তসকলে নাম-প্ৰসংগ, ভাগৱত পাঠ আদিৰে দিনটো উদযাপন কৰে। মাধৱদেৱৰ অৱদান অসমীয়া সমাজ আৰু সংস্কৃতিৰ বাবে অপৰিসীম। মহাপুৰুষ মাধৱদেৱৰ তিৰোভাৱ তিথি উপলক্ষে ৰাজ্যৰ বিভিন্ন সত্ৰ আৰু নামঘৰত বিভিন্ন কাৰ্যসূচী অনুষ্ঠিত হৈছে। ভক্তসকলে নাম-প্ৰসংগ, ভাগৱত পাঠ আদিৰে দিনটো উদযাপন কৰে। মাধৱদেৱৰ অৱদান অসমীয়া সমাজ আৰু সংস্কৃতিৰ বাবে অপৰিসীম। মহাপুৰুষ মাধৱদেৱৰ তিৰোভাৱ তিথি উপলক্ষে ৰাজ্যৰ বিভিন্ন সত্ৰ আৰু নামঘৰত বিভিন্ন কাৰ্যসূচী অনুষ্ঠিত হৈছে। ভক্তসকলে নাম-প্ৰসংগ, ভাগৱত পাঠ আদিৰে দিনটো উদযাপন কৰে। মাধৱদেৱৰ অৱদান অসমীয়া সমাজ আৰু সংস্কৃতিৰ বাবে অপৰিসীম। <box>143 389 250 526</box>
article-divider <box>368 628 472 629</box>
masthead-logo: গণ অধিকাৰ <box>224 4 278 17</box>
column-divider <box>252 45 253 685</box>
article-divider <box>255 630 363 631</box>
article-divider <box>28 630 138 631</box>
article-body-hrash: দেশৰ মুঠ ঘৰুৱা উৎপাদন হ্ৰাস হোৱাৰ আশংকা প্ৰকাশ কৰিছে বিশেষজ্ঞসকলে। বিশ্ব অৰ্থনীতিৰ মন্দাৱস্থাৰ প্ৰভাৱ ভাৰতৰ অৰ্থনীতিতো পৰিব পাৰে বুলি কোৱা হৈছে। চৰকাৰে ইয়াৰ বাবে বিভিন্ন পদক্ষেপ গ্ৰহণ কৰিছে। দেশৰ মুঠ ঘৰুৱা উৎপাদন হ্ৰাস হোৱাৰ আশংকা প্ৰকাশ কৰিছে বিশেষজ্ঞসকলে। বিশ্ব অৰ্থনীতিৰ মন্দাৱস্থাৰ প্ৰভাৱ ভাৰতৰ অৰ্থনীতিতো পৰিব পাৰে বুলি কোৱা হৈছে। চৰকাৰে ইয়াৰ বাবে বিভিন্ন পদক্ষেপ গ্ৰহণ কৰিছে। দেশৰ মুঠ ঘৰুৱা উৎপাদন হ্ৰাস হোৱাৰ আশংকা প্ৰকাশ কৰিছে বিশেষজ্ঞসকলে। বিশ্ব অৰ্থনীতিৰ মন্দাৱস্থাৰ প্ৰভাৱ ভাৰতৰ অৰ্থনীতিতো পৰিব পাৰে বুলি কোৱা হৈছে। চৰকাৰে ইয়াৰ বাবে বিভিন্ন পদক্ষেপ গ্ৰহণ কৰিছে। দেশৰ মুঠ ঘৰুৱা উৎপাদন হ্ৰাস হোৱাৰ আশংকা প্ৰকাশ কৰিছে বিশেষজ্ঞসকলে। বিশ্ব অৰ্থনীতিৰ মন্দাৱস্থাৰ প্ৰভাৱ ভাৰতৰ অৰ্থনীতিতো পৰিব পাৰে বুলি কোৱা হৈছে। চৰকাৰে ইয়াৰ বাবে বিভিন্ন পদক্ষেপ গ্ৰহণ কৰিছে। দেশৰ মুঠ ঘৰুৱা উৎপাদন হ্ৰাস হোৱাৰ আশংকা প্ৰকাশ কৰিছে বিশেষজ্ঞসকলে। বিশ্ব অৰ্থনীতিৰ মন্দাৱস্থাৰ প্ৰভাৱ ভাৰতৰ অৰ্থনীতিতো পৰিব পাৰে বুলি কোৱা হৈছে। চৰকাৰে ইয়াৰ বাবে বিভিন্ন পদক্ষেপ গ্ৰহণ কৰিছে। <box>28 649 138 693</box>
headline-gunjpur: গুণ্জপুৰ নাই ৪ হাজাৰ <box>262 47 356 58</box>
page-number: ৭ <box>446 4 472 18</box>
headline-hrash: হ্ৰাস হ'ব দেশৰ মুঠ <box>47 636 119 647</box>
headline-manikpur: মানিকপুৰত পত্নীক হত্যা <box>36 534 130 545</box>
headline-tezpur: তেজপুৰত মৃতদেহ <box>160 47 233 58</box>
column-divider <box>140 45 141 685</box>
article-divider <box>28 528 138 529</box>
section-banner: প্ৰথম পৃষ্ঠাৰ পৰা <box>186 25 314 41</box>
article-body-purbati: পুৰবী অঞ্চলত এগৰাকী শিশুক ধৰ্ষণ কৰাৰ অভিযোগত অভিযুক্তক আটক কৰিছে আৰক্ষীয়ে। ঘটনাৰ পিছত অঞ্চলটোত উত্তেজনাৰ সৃষ্টি হয়। অভিযুক্তক আদালতত হাজিৰ কৰা হৈছে আৰু ন্যায়িক হেফাজতলৈ প্ৰেৰণ কৰা হৈছে। পুৰবী অঞ্চলত এগৰাকী শিশুক ধৰ্ষণ কৰাৰ অভিযোগত অভিযুক্তক আটক কৰিছে আৰক্ষীয়ে। ঘটনাৰ পিছত অঞ্চলটোত উত্তেজনাৰ সৃষ্টি হয়। অভিযুক্তক আদালতত হাজিৰ কৰা হৈছে আৰু ন্যায়িক হেফাজতলৈ প্ৰেৰণ কৰা হৈছে। পুৰবী অঞ্চলত এগৰাকী শিশুক ধৰ্ষণ কৰাৰ অভিযোগত অভিযুক্তক আটক কৰিছে আৰক্ষীয়ে। ঘটনাৰ পিছত অঞ্চলটোত উত্তেজনাৰ সৃষ্টি হয়। অভিযুক্তক আদালতত হাজিৰ কৰা হৈছে আৰু ন্যায়িক হেফাজতলৈ প্ৰেৰণ কৰা হৈছে। পুৰবী অঞ্চলত এগৰাকী শিশুক ধৰ্ষণ কৰাৰ অভিযোগত অভিযুক্তক আটক কৰিছে আৰক্ষীয়ে। ঘটনাৰ পিছত অঞ্চলটোত উত্তেজনাৰ সৃষ্টি হয়। অভিযুক্তক আদালতত হাজিৰ কৰা হৈছে আৰু ন্যায়িক হেফাজতলৈ প্ৰেৰণ কৰা হৈছে। পুৰবী অঞ্চলত এগৰাকী শিশুক ধৰ্ষণ কৰাৰ অভিযোগত অভিযুক্তক আটক কৰিছে আৰক্ষীয়ে। ঘটনাৰ পিছত অঞ্চলটোত উত্তেজনাৰ সৃষ্টি হয়। অভিযুক্তক আদালতত হাজিৰ কৰা হৈছে আৰু ন্যায়িক হেফাজতলৈ প্ৰেৰণ কৰা হৈছে। পুৰবী অঞ্চলত এগৰাকী শিশুক ধৰ্ষণ কৰাৰ অভিযোগত অভিযুক্তক আটক কৰিছে আৰক্ষীয়ে। ঘটনাৰ পিছত অঞ্চলটোত উত্তেজনাৰ সৃষ্টি হয়। অভিযুক্তক আদালতত হাজিৰ কৰা হৈছে আৰু ন্যায়িক হেফাজতলৈ প্ৰেৰণ কৰা হৈছে। পুৰবী অঞ্চলত এগৰাকী শিশুক ধৰ্ষণ কৰাৰ অভিযোগত অভিযুক্তক আটক কৰিছে আৰক্ষীয়ে। ঘটনাৰ পিছত অঞ্চলটোত উত্তেজনাৰ সৃষ্টি হয়। অভিযুক্তক আদালতত হাজিৰ কৰা হৈছে আৰু ন্যায়িক হেফাজতলৈ প্ৰেৰণ কৰা হৈছে। পুৰবী অঞ্চলত এগৰাকী শিশুক ধৰ্ষণ কৰাৰ অভিযোগত অভিযুক্তক আটক কৰিছে আৰক্ষীয়ে। ঘটনাৰ পিছত অঞ্চলটোত উত্তেজনাৰ সৃষ্টি হয়। অভিযুক্তক আদালতত হাজিৰ কৰা হৈছে আৰু ন্যায়িক হেফাজতলৈ প্ৰেৰণ কৰা হৈছে। পুৰবী অঞ্চলত এগৰাকী শিশুক ধৰ্ষণ কৰাৰ অভিযোগত অভিযুক্তক আটক কৰিছে আৰক্ষীয়ে। ঘটনাৰ পিছত অঞ্চলটোত উত্তেজনাৰ সৃষ্টি হয়। অভিযুক্তক আদালতত হাজিৰ কৰা হৈছে আৰু ন্যায়িক হেফাজতলৈ প্ৰেৰণ কৰা হৈছে। পুৰবী অঞ্চলত এগৰাকী শিশুক ধৰ্ষণ কৰাৰ অভিযোগত অভিযুক্তক আটক কৰিছে আৰক্ষীয়ে। ঘটনাৰ পিছত অঞ্চলটোত উত্তেজনাৰ সৃষ্টি হয়। অভিযুক্তক আদালতত হাজিৰ কৰা হৈছে আৰু ন্যায়িক হেফাজতলৈ প্ৰেৰণ কৰা হৈছে। পুৰবী অঞ্চলত এগৰাকী শিশুক ধৰ্ষণ কৰাৰ অভিযোগত অভিযুক্তক আটক কৰিছে আৰক্ষীয়ে। ঘটনাৰ পিছত অঞ্চলটোত উত্তেজনাৰ সৃষ্টি হয়। অভিযুক্তক আদালতত হাজিৰ কৰা হৈছে আৰু ন্যায়িক হেফাজতলৈ প্ৰেৰণ কৰা হৈছে। পুৰবী অঞ্চলত এগৰাকী শিশুক ধৰ্ষণ কৰাৰ অভিযোগত অভিযুক্তক আটক কৰিছে আৰক্ষীয়ে। ঘটনাৰ পিছত অঞ্চলটোত উত্তেজনাৰ সৃষ্টি হয়। অভিযুক্তক আদালতত হাজিৰ কৰা হৈছে আৰু ন্যায়িক হেফাজতলৈ প্ৰেৰণ কৰা হৈছে। পুৰবী অঞ্চলত এগৰাকী শিশুক ধৰ্ষণ কৰাৰ অভিযোগত অভিযুক্তক আটক কৰিছে আৰক্ষীয়ে। ঘটনাৰ পিছত অঞ্চলটোত উত্তেজনাৰ সৃষ্টি হয়। অভিযুক্তক আদালতত হাজিৰ কৰা হৈছে আৰু ন্যায়িক হেফাজতলৈ প্ৰেৰণ কৰা হৈছে। পুৰবী অঞ্চলত এগৰাকী শিশুক ধৰ্ষণ কৰাৰ অভিযোগত অভিযুক্তক আটক কৰিছে আৰক্ষীয়ে। ঘটনাৰ পিছত অঞ্চলটোত উত্তেজনাৰ সৃষ্টি হয়। অভিযুক্তক আদালতত হাজিৰ কৰা হৈছে আৰু ন্যায়িক হেফাজতলৈ প্ৰেৰণ কৰা হৈছে। পুৰবী অঞ্চলত এগৰাকী শিশুক ধৰ্ষণ কৰাৰ অভিযোগত অভিযুক্তক আটক কৰিছে আৰক্ষীয়ে। ঘটনাৰ পিছত অঞ্চলটোত উত্তেজনাৰ সৃষ্টি হয়। অভিযুক্তক আদালতত হাজিৰ কৰা হৈছে আৰু ন্যায়িক হেফাজতলৈ প্ৰেৰণ কৰা হৈছে। পুৰবী অঞ্চলত এগৰাকী শিশুক ধৰ্ষণ কৰাৰ অভিযোগত অভিযুক্তক আটক কৰিছে আৰক্ষীয়ে। ঘটনাৰ পিছত অঞ্চলটোত উত্তেজনাৰ সৃষ্টি হয়। অভিযুক্তক আদালতত হাজিৰ কৰা হৈছে আৰু ন্যায়িক হেফাজতলৈ প্ৰেৰণ কৰা হৈছে। পুৰবী অঞ্চলত এগৰাকী শিশুক ধৰ্ষণ কৰাৰ অভিযোগত অভিযুক্তক আটক কৰিছে আৰক্ষীয়ে। ঘটনাৰ পিছত অঞ্চলটোত উত্তেজনাৰ সৃষ্টি হয়। অভিযুক্তক আদালতত হাজিৰ কৰা হৈছে আৰু ন্যায়িক হেফাজতলৈ প্ৰেৰণ কৰা হৈছে। পুৰবী অঞ্চলত এগৰাকী শিশুক ধৰ্ষণ কৰাৰ অভিযোগত অভিযুক্তক আটক কৰিছে আৰক্ষীয়ে। ঘটনাৰ পিছত অঞ্চলটোত উত্তেজনাৰ সৃষ্টি হয়। অভিযুক্তক আদালতত হাজিৰ কৰা হৈছে আৰু ন্যায়িক হেফাজতলৈ প্ৰেৰণ কৰা হৈছে। পুৰবী অঞ্চলত এগৰাকী শিশুক ধৰ্ষণ কৰাৰ অভিযোগত অভিযুক্তক আটক কৰিছে আৰক্ষীয়ে। ঘটনাৰ পিছত অঞ্চলটোত উত্তেজনাৰ সৃষ্টি হয়। অভিযুক্তক আদালতত হাজিৰ কৰা হৈছে আৰু ন্যায়িক হেফাজতলৈ প্ৰেৰণ কৰা হৈছে। পুৰবী অঞ্চলত এগৰাকী শিশুক ধৰ্ষণ কৰাৰ অভিযোগত অভিযুক্তক আটক কৰিছে আৰক্ষীয়ে। ঘটনাৰ পিছত অঞ্চলটোত উত্তেজনাৰ সৃষ্টি হয়। অভিযুক্তক আদালতত হাজিৰ কৰা হৈছে আৰু ন্যায়িক হেফাজতলৈ প্ৰেৰণ কৰা হৈছে। পুৰবী অঞ্চলত এগৰাকী শিশুক ধৰ্ষণ কৰাৰ অভিযোগত অভিযুক্তক আটক কৰিছে আৰক্ষীয়ে। ঘটনাৰ পিছত অঞ্চলটোত উত্তেজনাৰ সৃষ্টি হয়। অভিযুক্তক আদালতত হাজিৰ কৰা হৈছে আৰু ন্যায়িক হেফাজতলৈ প্ৰেৰণ কৰা হৈছে। পুৰবী অঞ্চলত এগৰাকী শিশুক ধৰ্ষণ কৰাৰ অভিযোগত অভিযুক্তক আটক কৰিছে আৰক্ষীয়ে। ঘটনাৰ পিছত অঞ্চলটোত উত্তেজনাৰ সৃষ্টি হয়। অভিযুক্তক আদালতত হাজিৰ কৰা হৈছে আৰু ন্যায়িক হেফাজতলৈ প্ৰেৰণ কৰা হৈছে। পুৰবী অঞ্চলত এগৰাকী শিশুক ধৰ্ষণ কৰাৰ অভিযোগত অভিযুক্তক আটক কৰিছে আৰক্ষীয়ে। ঘটনাৰ পিছত অঞ্চলটোত উত্তেজনাৰ সৃষ্টি হয়। অভিযুক্তক আদালতত হাজিৰ কৰা হৈছে আৰু ন্যায়িক হেফাজতলৈ প্ৰেৰণ কৰা হৈছে। পুৰবী অঞ্চলত এগৰাকী শিশুক ধৰ্ষণ কৰাৰ অভিযোগত অভিযুক্তক আটক কৰিছে আৰক্ষীয়ে। ঘটনাৰ পিছত অঞ্চলটোত উত্তেজনাৰ সৃষ্টি হয়। অভিযুক্তক আদালতত হাজিৰ কৰা হৈছে আৰু ন্যায়িক হেফাজতলৈ প্ৰেৰণ কৰা হৈছে। পুৰবী অঞ্চলত এগৰাকী শিশুক ধৰ্ষণ কৰাৰ অভিযোগত অভিযুক্তক আটক কৰিছে আৰক্ষীয়ে। ঘটনাৰ পিছত অঞ্চলটোত উত্তেজনাৰ সৃষ্টি হয়। অভিযুক্তক আদালতত হাজিৰ কৰা হৈছে আৰু ন্যায়িক হেফাজতলৈ প্ৰেৰণ কৰা হৈছে। পুৰবী অঞ্চলত এগৰাকী শিশুক ধৰ্ষণ কৰাৰ অভিযোগত অভিযুক্তক আটক কৰিছে আৰক্ষীয়ে। ঘটনাৰ পিছত অঞ্চলটোত উত্তেজনাৰ সৃষ্টি হয়। অভিযুক্তক আদালতত হাজিৰ কৰা হৈছে আৰু ন্যায়িক হেফাজতলৈ প্ৰেৰণ কৰা হৈছে। পুৰবী অঞ্চলত এগৰাকী শিশুক ধৰ্ষণ কৰাৰ অভিযোগত অভিযুক্তক আটক কৰিছে আৰক্ষীয়ে। ঘটনাৰ পিছত অঞ্চলটোত উত্তেজনাৰ সৃষ্টি হয়। অভিযুক্তক আদালতত হাজিৰ কৰা হৈছে আৰু ন্যায়িক হেফাজতলৈ প্ৰেৰণ কৰা হৈছে। পুৰবী অঞ্চলত এগৰাকী শিশুক ধৰ্ষণ কৰাৰ অভিযোগত অভিযুক্তক আটক কৰিছে আৰক্ষীয়ে। ঘটনাৰ পিছত অঞ্চলটোত উত্তেজনাৰ সৃষ্টি হয়। অভিযুক্তক আদালতত হাজিৰ কৰা হৈছে আৰু ন্যায়িক হেফাজতলৈ প্ৰেৰণ কৰা হৈছে। পুৰবী অঞ্চলত এগৰাকী শিশুক ধৰ্ষণ কৰাৰ অভিযোগত অভিযুক্তক আটক কৰিছে আৰক্ষীয়ে। ঘটনাৰ পিছত অঞ্চলটোত উত্তেজনাৰ সৃষ্টি হয়। অভিযুক্তক আদালতত হাজিৰ কৰা হৈছে আৰু ন্যায়িক হেফাজতলৈ প্ৰেৰণ কৰা হৈছে। পুৰবী অঞ্চলত এগৰাকী শিশুক ধৰ্ষণ কৰাৰ অভিযোগত অভিযুক্তক আটক কৰিছে আৰক্ষীয়ে। ঘটনাৰ পিছত অঞ্চলটোত উত্তেজনাৰ সৃষ্টি হয়। অভিযুক্তক আদালতত হাজিৰ কৰা হৈছে আৰু ন্যায়িক হেফাজতলৈ প্ৰেৰণ কৰা হৈছে। পুৰবী অঞ্চলত এগৰাকী শিশুক ধৰ্ষণ কৰাৰ অভিযোগত অভিযুক্তক আটক কৰিছে আৰক্ষীয়ে। ঘটনাৰ পিছত অঞ্চলটোত উত্তেজনাৰ সৃষ্টি হয়। অভিযুক্তক আদালতত হাজিৰ কৰা হৈছে আৰু ন্যায়িক হেফাজতলৈ প্ৰেৰণ কৰা হৈছে। পুৰবী অঞ্চলত এগৰাকী শিশুক ধৰ্ষণ কৰাৰ অভিযোগত অভিযুক্তক আটক কৰিছে আৰক্ষীয়ে। ঘটনাৰ পিছত অঞ্চলটোত উত্তেজনাৰ সৃষ্টি হয়। অভিযুক্তক আদালতত হাজিৰ কৰা হৈছে আৰু ন্যায়িক হেফাজতলৈ প্ৰেৰণ কৰা হৈছে। পুৰবী অঞ্চলত এগৰাকী শিশুক ধৰ্ষণ কৰাৰ অভিযোগত অভিযুক্তক আটক কৰিছে আৰক্ষীয়ে। ঘটনাৰ পিছত অঞ্চলটোত উত্তেজনাৰ সৃষ্টি হয়। অভিযুক্তক আদালতত হাজিৰ কৰা হৈছে আৰু ন্যায়িক হেফাজতলৈ প্ৰেৰণ কৰা হৈছে। পুৰবী অঞ্চলত এগৰাকী শিশুক ধৰ্ষণ কৰাৰ অভিযোগত অভিযুক্তক আটক কৰিছে আৰক্ষীয়ে। ঘটনাৰ পিছত অঞ্চলটোত উত্তেজনাৰ সৃষ্টি হয়। অভিযুক্তক আদালতত হাজিৰ কৰা হৈছে আৰু ন্যায়িক হেফাজতলৈ প্ৰেৰণ কৰা হৈছে। পুৰবী অঞ্চলত এগৰাকী শিশুক ধৰ্ষণ কৰাৰ অভিযোগত অভিযুক্তক আটক কৰিছে আৰক্ষীয়ে। ঘটনাৰ পিছত অঞ্চলটোত উত্তেজনাৰ সৃষ্টি হয়। অভিযুক্তক আদালতত হাজিৰ কৰা হৈছে আৰু ন্যায়িক হেফাজতলৈ প্ৰেৰণ কৰা হৈছে। পুৰবী অঞ্চলত এগৰাকী শিশুক ধৰ্ষণ কৰাৰ অভিযোগত অভিযুক্তক আটক কৰিছে আৰক্ষীয়ে। ঘটনাৰ পিছত অঞ্চলটোত উত্তেজনাৰ সৃষ্টি হয়। অভিযুক্তক আদালতত হাজিৰ কৰা হৈছে আৰু ন্যায়িক হেফাজতলৈ প্ৰেৰণ কৰা হৈছে। পুৰবী অঞ্চলত এগৰাকী শিশুক ধৰ্ষণ কৰাৰ অভিযোগত অভিযুক্তক আটক কৰিছে আৰক্ষীয়ে। ঘটনাৰ পিছত অঞ্চলটোত উত্তেজনাৰ সৃষ্টি হয়। অভিযুক্তক আদালতত হাজিৰ কৰা হৈছে আৰু ন্যায়িক হেফাজতলৈ প্ৰেৰণ কৰা হৈছে। পুৰবী অঞ্চলত এগৰাকী শিশুক ধৰ্ষণ কৰাৰ অভিযোগত অভিযুক্তক আটক কৰিছে আৰক্ষীয়ে। ঘটনাৰ পিছত অঞ্চলটোত উত্তেজনাৰ সৃষ্টি হয়। অভিযুক্তক আদালতত হাজিৰ কৰা হৈছে আৰু ন্যায়িক হেফাজতলৈ প্ৰেৰণ কৰা হৈছে। <box>368 73 472 415</box>
headline-chirang: চিৰাঙত ধৰ্ষণৰ বলি দুই <box>37 287 129 298</box>
article-body-deshot: কেন্দ্ৰীয় চৰকাৰে দেশত ১৫৬ বিধ ঔষধ নিষিদ্ধ কৰাৰ সিদ্ধান্ত লৈছে। এই ঔষধসমূহ স্বাস্থ্যৰ বাবে ক্ষতিকাৰক বুলি বিশেষজ্ঞ কমিটিয়ে প্ৰতিবেদন দাখিল কৰাৰ পিছত এই সিদ্ধান্ত লোৱা হৈছে। ঔষধ উৎপাদনকাৰী কোম্পানীসমূহক এই বিষয়ে জনাই দিয়া হৈছে। কেন্দ্ৰীয় চৰকাৰে দেশত ১৫৬ বিধ ঔষধ নিষিদ্ধ কৰাৰ সিদ্ধান্ত লৈছে। এই ঔষধসমূহ স্বাস্থ্যৰ বাবে ক্ষতিকাৰক বুলি বিশেষজ্ঞ কমিটিয়ে প্ৰতিবেদন দাখিল কৰাৰ পিছত এই সিদ্ধান্ত লোৱা হৈছে। ঔষধ উৎপাদনকাৰী কোম্পানীসমূহক এই বিষয়ে জনাই দিয়া হৈছে। কেন্দ্ৰীয় চৰকাৰে দেশত ১৫৬ বিধ ঔষধ নিষিদ্ধ কৰাৰ সিদ্ধান্ত লৈছে। এই ঔষধসমূহ স্বাস্থ্যৰ বাবে ক্ষতিকাৰক বুলি বিশেষজ্ঞ কমিটিয়ে প্ৰতিবেদন দাখিল কৰাৰ পিছত এই সিদ্ধান্ত লোৱা হৈছে। ঔষধ উৎপাদনকাৰী কোম্পানীসমূহক এই বিষয়ে জনাই দিয়া হৈছে। কেন্দ্ৰীয় চৰকাৰে দেশত ১৫৬ বিধ ঔষধ নিষিদ্ধ কৰাৰ সিদ্ধান্ত লৈছে। এই ঔষধসমূহ স্বাস্থ্যৰ বাবে ক্ষতিকাৰক বুলি বিশেষজ্ঞ কমিটিয়ে প্ৰতিবেদন দাখিল কৰাৰ পিছত এই সিদ্ধান্ত লোৱা হৈছে। ঔষধ উৎপাদনকাৰী কোম্পানীসমূহক এই বিষয়ে জনাই দিয়া হৈছে। কেন্দ্ৰীয় চৰকাৰে দেশত ১৫৬ বিধ ঔষধ নিষিদ্ধ কৰাৰ সিদ্ধান্ত লৈছে। এই ঔষধসমূহ স্বাস্থ্যৰ বাবে ক্ষতিকাৰক বুলি বিশেষজ্ঞ কমিটিয়ে প্ৰতিবেদন দাখিল কৰাৰ পিছত এই সিদ্ধান্ত লোৱা হৈছে। ঔষধ উৎপাদনকাৰী কোম্পানীসমূহক এই বিষয়ে জনাই দিয়া হৈছে। কেন্দ্ৰীয় চৰকাৰে দেশত ১৫৬ বিধ ঔষধ নিষিদ্ধ কৰাৰ সিদ্ধান্ত লৈছে। এই ঔষধসমূহ স্বাস্থ্যৰ বাবে ক্ষতিকাৰক বুলি বিশেষজ্ঞ কমিটিয়ে প্ৰতিবেদন দাখিল কৰাৰ পিছত এই সিদ্ধান্ত লোৱা হৈছে। ঔষধ উৎপাদনকাৰী কোম্পানীসমূহক এই বিষয়ে জনাই দিয়া হৈছে। কেন্দ্ৰীয় চৰকাৰে দেশত ১৫৬ বিধ ঔষধ নিষিদ্ধ কৰাৰ সিদ্ধান্ত লৈছে। এই ঔষধসমূহ স্বাস্থ্যৰ বাবে ক্ষতিকাৰক বুলি বিশেষজ্ঞ কমিটিয়ে প্ৰতিবেদন দাখিল কৰাৰ পিছত এই সিদ্ধান্ত লোৱা হৈছে। ঔষধ উৎপাদনকাৰী কোম্পানীসমূহক এই বিষয়ে জনাই দিয়া হৈছে। কেন্দ্ৰীয় চৰকাৰে দেশত ১৫৬ বিধ ঔষধ নিষিদ্ধ কৰাৰ সিদ্ধান্ত লৈছে। এই ঔষধসমূহ স্বাস্থ্যৰ বাবে ক্ষতিকাৰক বুলি বিশেষজ্ঞ কমিটিয়ে প্ৰতিবেদন দাখিল কৰাৰ পিছত এই সিদ্ধান্ত লোৱা হৈছে। ঔষধ উৎপাদনকাৰী কোম্পানীসমূহক এই বিষয়ে জনাই দিয়া হৈছে। <box>143 602 250 682</box>
article-divider <box>143 372 250 373</box>
article-body-gunjpur: গুণ্জপুৰ অঞ্চলত প্ৰায় ৪ হাজাৰ লোক বানপানীত আক্ৰান্ত হৈছে। প্ৰশাসনে ক্ষতিগ্ৰস্তসকলৰ বাবে সাহায্য শিবিৰ খোলাৰ ব্যৱস্থা কৰিছে। ৰাষ্ট্ৰীয় দুৰ্যোগ সঁহাৰি বাহিনীয়ে উদ্ধাৰ কাৰ্য চলাই আছে। গুণ্জপুৰ অঞ্চলত প্ৰায় ৪ হাজাৰ লোক বানপানীত আক্ৰান্ত হৈছে। প্ৰশাসনে ক্ষতিগ্ৰস্তসকলৰ বাবে সাহায্য শিবিৰ খোলাৰ ব্যৱস্থা কৰিছে। ৰাষ্ট্ৰীয় দুৰ্যোগ সঁহাৰি বাহিনীয়ে উদ্ধাৰ কাৰ্য চলাই আছে। গুণ্জপুৰ অঞ্চলত প্ৰায় ৪ হাজাৰ লোক বানপানীত আক্ৰান্ত হৈছে। প্ৰশাসনে ক্ষতিগ্ৰস্তসকলৰ বাবে সাহায্য শিবিৰ খোলাৰ ব্যৱস্থা কৰিছে। ৰাষ্ট্ৰীয় দুৰ্যোগ সঁহাৰি বাহিনীয়ে উদ্ধাৰ কাৰ্য চলাই আছে। গুণ্জপুৰ অঞ্চলত প্ৰায় ৪ হাজাৰ লোক বানপানীত আক্ৰান্ত হৈছে। প্ৰশাসনে ক্ষতিগ্ৰস্তসকলৰ বাবে সাহায্য শিবিৰ খোলাৰ ব্যৱস্থা কৰিছে। ৰাষ্ট্ৰীয় দুৰ্যোগ সঁহাৰি বাহিনীয়ে উদ্ধাৰ কাৰ্য চলাই আছে। গুণ্জপুৰ অঞ্চলত প্ৰায় ৪ হাজাৰ লোক বানপানীত আক্ৰান্ত হৈছে। প্ৰশাসনে ক্ষতিগ্ৰস্তসকলৰ বাবে সাহায্য শিবিৰ খোলাৰ ব্যৱস্থা কৰিছে। ৰাষ্ট্ৰীয় দুৰ্যোগ সঁহাৰি বাহিনীয়ে উদ্ধাৰ কাৰ্য চলাই আছে। গুণ্জপুৰ অঞ্চলত প্ৰায় ৪ হাজাৰ লোক বানপানীত আক্ৰান্ত হৈছে। প্ৰশাসনে ক্ষতিগ্ৰস্তসকলৰ বাবে সাহায্য শিবিৰ খোলাৰ ব্যৱস্থা কৰিছে। ৰাষ্ট্ৰীয় দুৰ্যোগ সঁহাৰি বাহিনীয়ে উদ্ধাৰ কাৰ্য চলাই আছে। গুণ্জপুৰ অঞ্চলত প্ৰায় ৪ হাজাৰ লোক বানপানীত আক্ৰান্ত হৈছে। প্ৰশাসনে ক্ষতিগ্ৰস্তসকলৰ বাবে সাহায্য শিবিৰ খোলাৰ ব্যৱস্থা কৰিছে। ৰাষ্ট্ৰীয় দুৰ্যোগ সঁহাৰি বাহিনীয়ে উদ্ধাৰ কাৰ্য চলাই আছে। গুণ্জপুৰ অঞ্চলত প্ৰায় ৪ হাজাৰ লোক বানপানীত আক্ৰান্ত হৈছে। প্ৰশাসনে ক্ষতিগ্ৰস্তসকলৰ বাবে সাহায্য শিবিৰ খোলাৰ ব্যৱস্থা কৰিছে। ৰাষ্ট্ৰীয় দুৰ্যোগ সঁহাৰি বাহিনীয়ে উদ্ধাৰ কাৰ্য চলাই আছে। গুণ্জপুৰ অঞ্চলত প্ৰায় ৪ হাজাৰ লোক বানপানীত আক্ৰান্ত হৈছে। প্ৰশাসনে ক্ষতিগ্ৰস্তসকলৰ বাবে সাহায্য শিবিৰ খোলাৰ ব্যৱস্থা কৰিছে। ৰাষ্ট্ৰীয় দুৰ্যোগ সঁহাৰি বাহিনীয়ে উদ্ধাৰ কাৰ্য চলাই আছে। গুণ্জপুৰ অঞ্চলত প্ৰায় ৪ হাজাৰ লোক বানপানীত আক্ৰান্ত হৈছে। প্ৰশাসনে ক্ষতিগ্ৰস্তসকলৰ বাবে সাহায্য শিবিৰ খোলাৰ ব্যৱস্থা কৰিছে। ৰাষ্ট্ৰীয় দুৰ্যোগ সঁহাৰি বাহিনীয়ে উদ্ধাৰ কাৰ্য চলাই আছে। গুণ্জপুৰ অঞ্চলত প্ৰায় ৪ হাজাৰ লোক বানপানীত আক্ৰান্ত হৈছে। প্ৰশাসনে ক্ষতিগ্ৰস্তসকলৰ বাবে সাহায্য শিবিৰ খোলাৰ ব্যৱস্থা কৰিছে। ৰাষ্ট্ৰীয় দুৰ্যোগ সঁহাৰি বাহিনীয়ে উদ্ধাৰ কাৰ্য চলাই আছে। গুণ্জপুৰ অঞ্চলত প্ৰায় ৪ হাজাৰ লোক বানপানীত আক্ৰান্ত হৈছে। প্ৰশাসনে ক্ষতিগ্ৰস্তসকলৰ বাবে সাহায্য শিবিৰ খোলাৰ ব্যৱস্থা কৰিছে। ৰাষ্ট্ৰীয় দুৰ্যোগ সঁহাৰি বাহিনীয়ে উদ্ধাৰ কাৰ্য চলাই আছে। গুণ্জপুৰ অঞ্চলত প্ৰায় ৪ হাজাৰ লোক বানপানীত আক্ৰান্ত হৈছে। প্ৰশাসনে ক্ষতিগ্ৰস্তসকলৰ বাবে সাহায্য শিবিৰ খোলাৰ ব্যৱস্থা কৰিছে। ৰাষ্ট্ৰীয় দুৰ্যোগ সঁহাৰি বাহিনীয়ে উদ্ধাৰ কাৰ্য চলাই আছে। গুণ্জপুৰ অঞ্চলত প্ৰায় ৪ হাজাৰ লোক বানপানীত আক্ৰান্ত হৈছে। প্ৰশাসনে ক্ষতিগ্ৰস্তসকলৰ বাবে সাহায্য শিবিৰ খোলাৰ ব্যৱস্থা কৰিছে। ৰাষ্ট্ৰীয় দুৰ্যোগ সঁহাৰি বাহিনীয়ে উদ্ধাৰ কাৰ্য চলাই আছে। গুণ্জপুৰ অঞ্চলত প্ৰায় ৪ হাজাৰ লোক বানপানীত আক্ৰান্ত হৈছে। প্ৰশাসনে ক্ষতিগ্ৰস্তসকলৰ বাবে সাহায্য শিবিৰ খোলাৰ ব্যৱস্থা কৰিছে। ৰাষ্ট্ৰীয় দুৰ্যোগ সঁহাৰি বাহিনীয়ে উদ্ধাৰ কাৰ্য চলাই আছে। গুণ্জপুৰ অঞ্চলত প্ৰায় ৪ হাজাৰ লোক বানপানীত আক্ৰান্ত হৈছে। প্ৰশাসনে ক্ষতিগ্ৰস্তসকলৰ বাবে সাহায্য শিবিৰ খোলাৰ ব্যৱস্থা কৰিছে। ৰাষ্ট্ৰীয় দুৰ্যোগ সঁহাৰি বাহিনীয়ে উদ্ধাৰ কাৰ্য চলাই আছে। <box>255 59 363 178</box>
headline-deshot: দেশত ১৫৬ বিধ <box>164 589 229 600</box>
headline-prati: প্ৰতি ১৬ মিনিটত <box>45 69 121 82</box>
